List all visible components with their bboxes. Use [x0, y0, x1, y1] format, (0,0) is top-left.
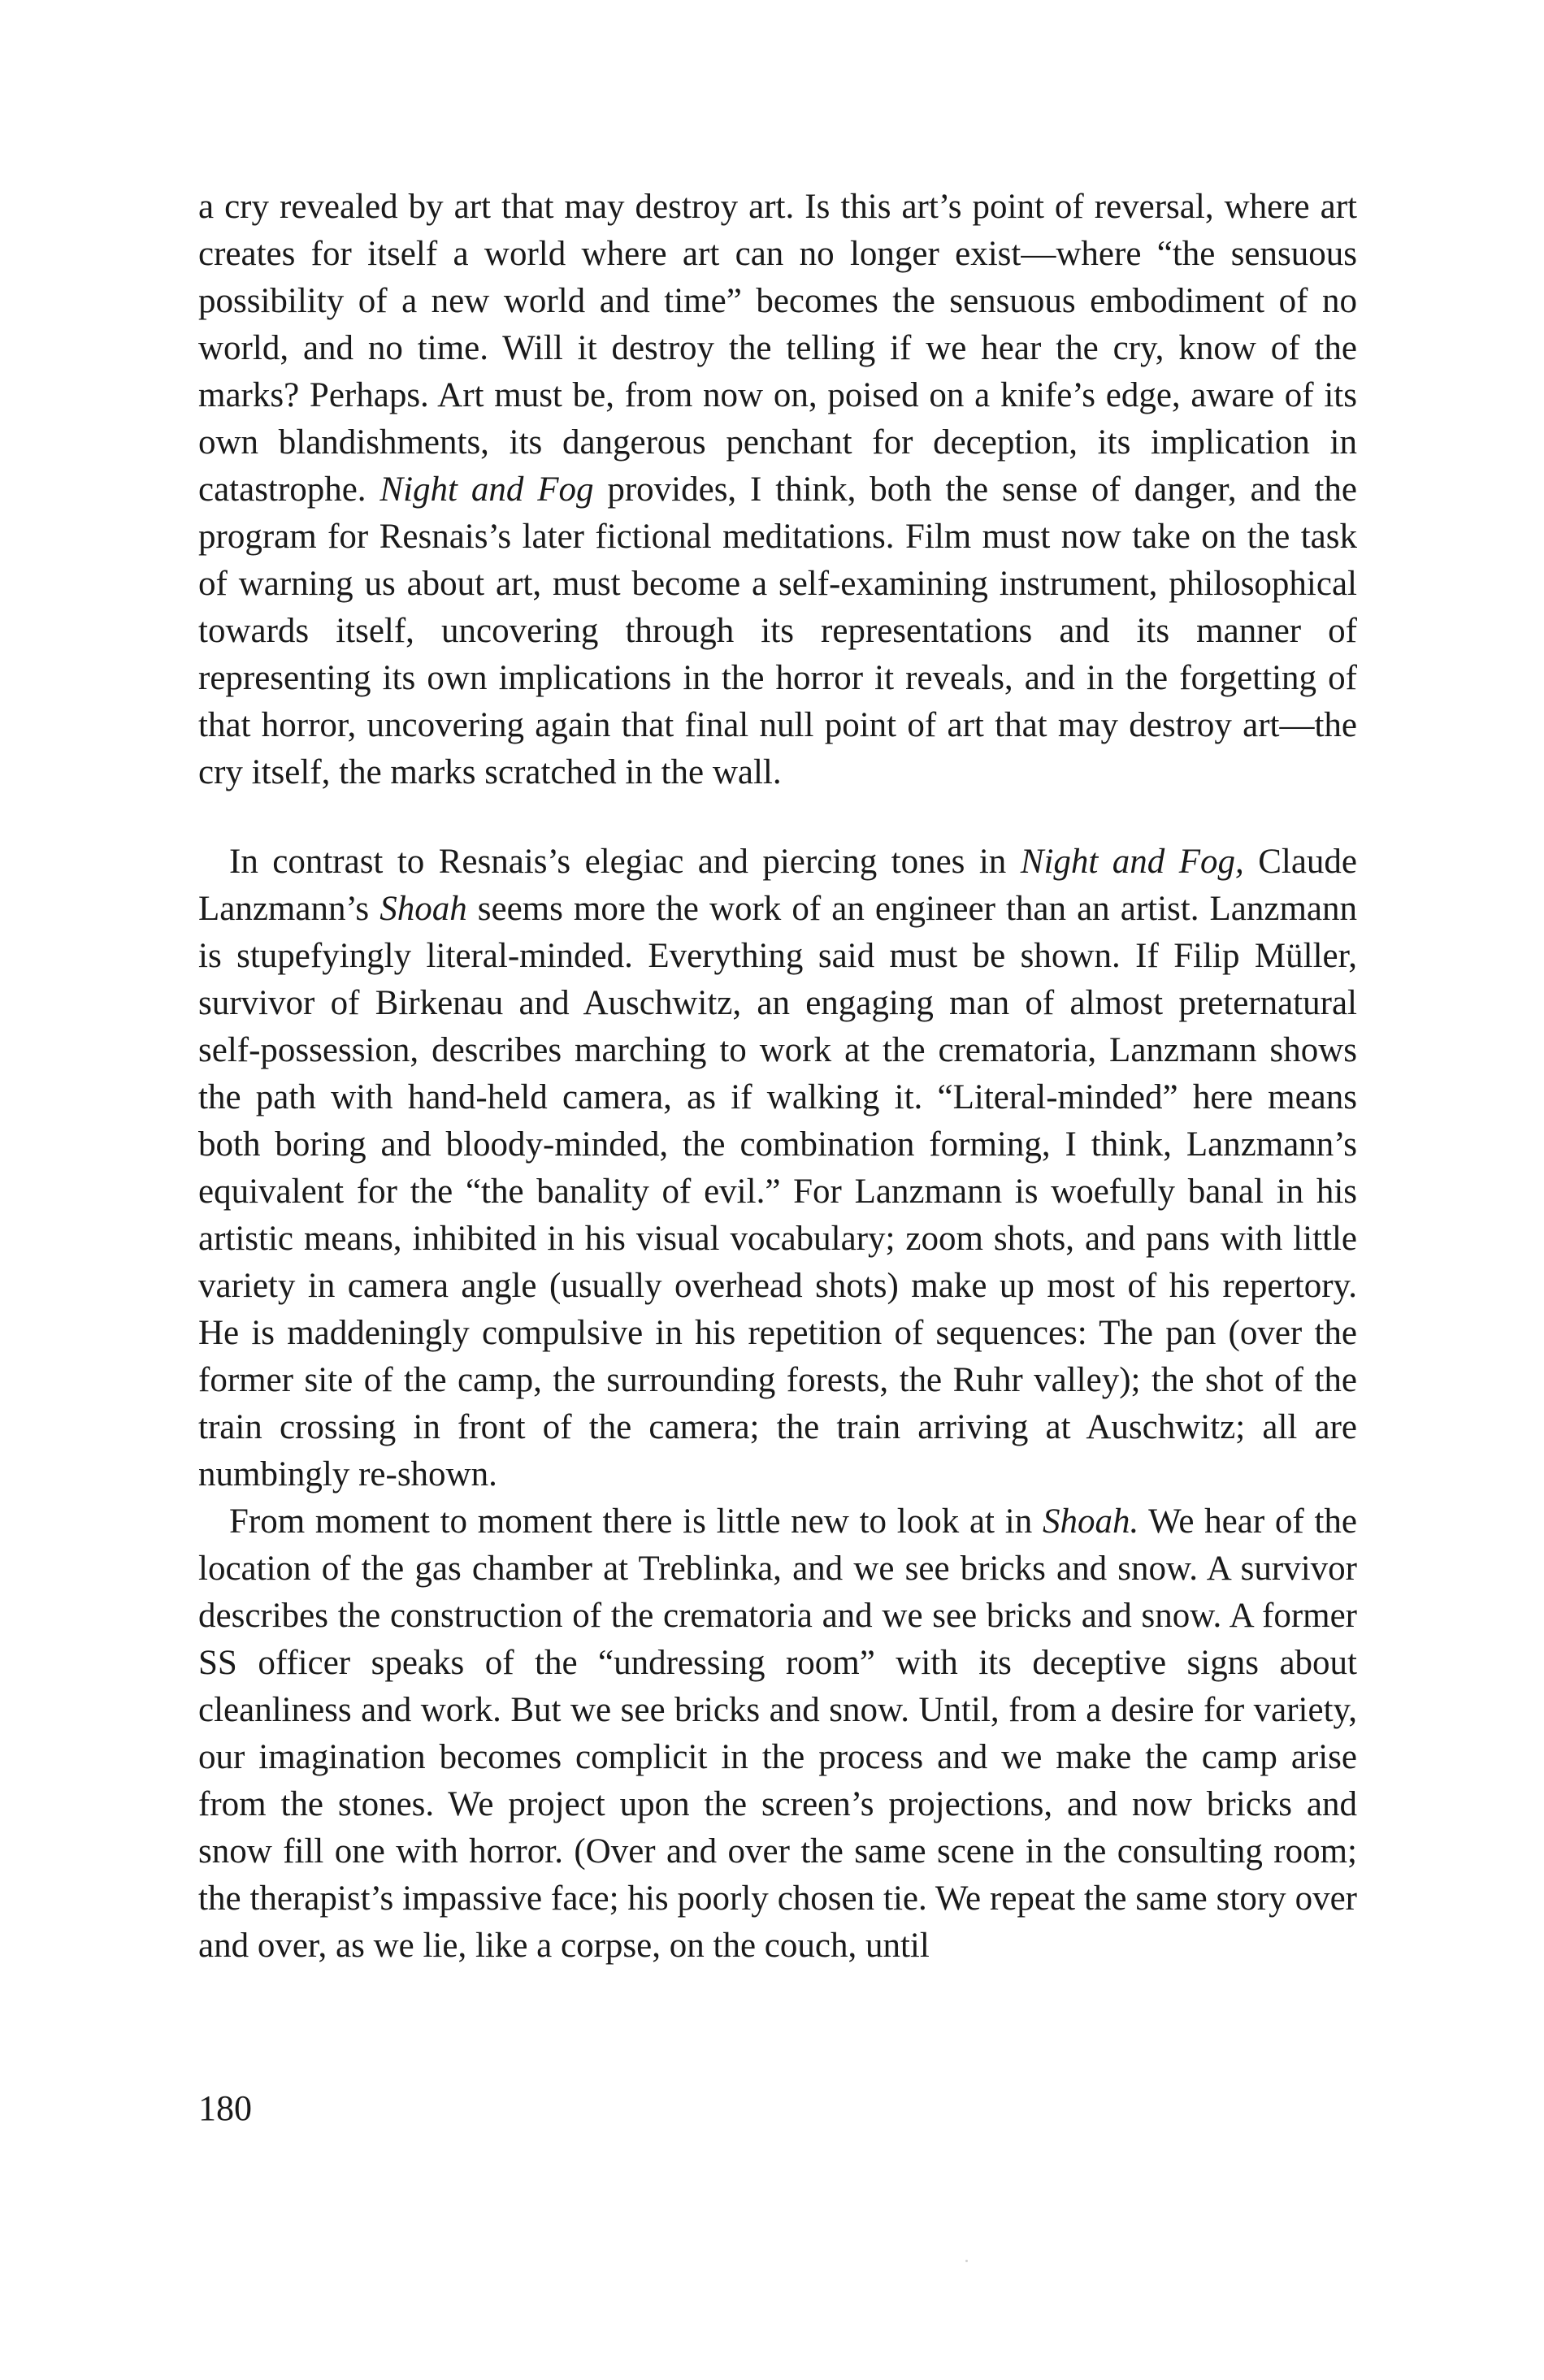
scan-speck — [965, 2260, 968, 2262]
text-segment: From moment to moment there is little new to look at in — [229, 1502, 1043, 1541]
film-title-night-and-fog: Night and Fog, — [1020, 843, 1244, 881]
text-segment: Claude Lanzmann’s — [198, 843, 1357, 928]
text-segment: provides, I think, both the sense of danger, and the program for Resnais’s later fictional meditations. Film must now take on the task of warning us about art, must become a self-examining instrument, philosophical towards itself, uncovering through its representations and its manner of representing its own implications in the horror it reveals, and in the forgetting of that horror, uncovering again that final null point of art that may destroy art—the cry itself, the marks scratched in the wall. — [198, 470, 1357, 791]
section-break — [198, 796, 1357, 839]
paragraph-lanzmann — [198, 839, 1357, 1498]
text-segment: We hear of the location of the gas chamber at Treblinka, and we see bricks and snow. A survivor describes the construction of the crematoria and we see bricks and snow. A former SS officer speaks of the “undressing room” with its deceptive signs about cleanliness and work. But we see bricks and snow. Until, from a desire for variety, our imagination becomes complicit in the process and we make the camp arise from the stones. We project upon the screen’s projections, and now bricks and snow fill one with horror. (Over and over the same scene in the consulting room; the therapist’s impassive face; his poorly chosen tie. We repeat the same story over and over, as we lie, like a corpse, on the couch, until — [198, 1502, 1357, 1965]
page-number: 180 — [198, 2088, 252, 2128]
film-title-shoah: Shoah — [379, 890, 467, 928]
text-segment: In contrast to Resnais’s elegiac and piercing tones in — [229, 843, 1021, 881]
text-segment: seems more the work of an engineer than an artist. Lanzmann is stupefyingly literal-minded. Everything said must be shown. If Filip Müller, survivor of Birkenau and Auschwitz, an engaging man of almost preternatural self-possession, describes marching to work at the crematoria, Lanzmann shows the path with hand-held camera, as if walking it. “Literal-minded” here means both boring and bloody-minded, the combination forming, I think, Lanzmann’s equivalent for the “the banality of evil.” For Lanzmann is woefully banal in his artistic means, inhibited in his visual vocabulary; zoom shots, and pans with little variety in camera angle (usually overhead shots) make up most of his repertory. He is maddeningly compulsive in his repetition of sequences: The pan (over the former site of the camp, the surrounding forests, the Ruhr valley); the shot of the train crossing in front of the camera; the train arriving at Auschwitz; all are numbingly re-shown. — [198, 890, 1357, 1493]
film-title-shoah: Shoah. — [1042, 1502, 1139, 1541]
page-body — [198, 184, 1357, 1970]
film-title-night-and-fog: Night and Fog — [379, 470, 594, 509]
paragraph-continued — [198, 184, 1357, 796]
text-segment: a cry revealed by art that may destroy art. Is this art’s point of reversal, where art creates for itself a world where art can no longer exist—where “the sensuous possibility of a new world and time” becomes the sensuous embodiment of no world, and no time. Will it destroy the telling if we hear the cry, know of the marks? Perhaps. Art must be, from now on, poised on a knife’s edge, aware of its own blandishments, its dangerous penchant for deception, its implication in catastrophe. — [198, 188, 1357, 509]
paragraph-bricks-and-snow — [198, 1498, 1357, 1970]
